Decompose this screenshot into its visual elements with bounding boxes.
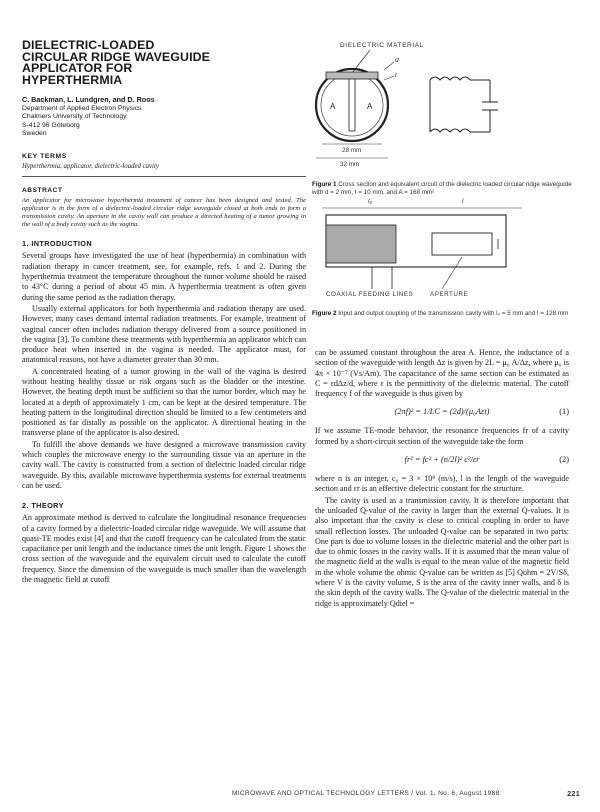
section-heading-introduction: 1. INTRODUCTION <box>22 239 93 249</box>
left-column <box>22 40 306 585</box>
dim-label-d: d <box>395 57 399 64</box>
divider <box>22 176 306 177</box>
equation-2 <box>315 455 569 466</box>
body-paragraph: The cavity is used as a transmission cavity. It is therefore important that the unloaded Q-value of the cavity is larger than the external Q-values. It is also important that the cavity is close to critical coupling in order to have small reflection losses. The unloaded Q-value can be separated in two parts: One part is due to volume losses in the dielectric material and the other part is due to ohmic losses in the cavity walls. If it is assumed that the mean value of the magnetic field at the walls is equal to the mean value of the magnetic field in the whole volume the ohmic Q-value can be written as [5] Qohm = 2V/Sδ, where V is the cavity volume, S is the area of the cavity inner walls, and δ is the skin depth of the cavity walls. The Q-value of the dielectric material in the ridge is approximately Qdiel = <box>315 495 569 608</box>
key-terms-heading: KEY TERMS <box>22 152 67 160</box>
abstract-text: An applicator for microwave hyperthermia treatment of cancer has been designed and tested. The applicator is in the form of a dielectric-loaded circular ridge waveguide closed at both ends to form a transmission cavity. An aperture in the cavity wall can produce a directed heating of a tumor growing in the wall of a body cavity such as the vagina. <box>22 196 306 229</box>
affiliation-line: S-412 96 Göteborg <box>22 121 80 129</box>
body-paragraph: A concentrated heating of a tumor growing in the wall of the vagina is desired without heating healthy tissue or risk organs such as the bladder or the intestine. However, the heating depth must be sufficient so that the tumor border, which may be located at a depth of approximately 1 cm, can be kept at the desired temperature. The heating pattern in the longitudinal direction should be limited to a few centimeters and positioned as far distally as possible on the applicator. A directional heating in the transverse plane of the applicator is also desired. <box>22 366 306 438</box>
body-paragraph: where n is an integer, c₀ = 3 × 10⁸ (m/s), l is the length of the waveguide section and εr is an effective dielectric constant for the structure. <box>315 474 569 494</box>
dielectric-ridge-top <box>326 72 378 79</box>
figure-1-label-material: DIELECTRIC MATERIAL <box>340 42 424 49</box>
dim-outer: 32 mm <box>340 161 360 168</box>
equation-2-number: (2) <box>559 455 569 465</box>
key-terms-text: Hyperthermia, applicator, dielectric-loaded cavity <box>22 162 159 170</box>
dim-label-t: t <box>395 72 397 79</box>
equation-2-expression: fr² = fc² + (n/2l)² c²/εr <box>404 455 480 465</box>
affiliation-line: Chalmers University of Technology <box>22 113 127 121</box>
equation-1-number: (1) <box>559 407 569 417</box>
body-paragraph: If we assume TE-mode behavior, the resonance frequencies fr of a cavity formed by a short-circuit section of the waveguide take the form <box>315 426 569 446</box>
journal-citation: MICROWAVE AND OPTICAL TECHNOLOGY LETTERS / Vol. 1, No. 6, August 1988 <box>232 790 500 797</box>
area-label-left: A <box>330 102 336 111</box>
authors: C. Backman, L. Lundgren, and D. Roos <box>22 95 155 104</box>
body-paragraph: Several groups have investigated the use of heat (hyperthermia) in combination with radiation therapy in cancer treatment, see, for example, refs. 1 and 2. During the hyperthermia treatment the temperature throughout the tumor volume should be raised to 43°C during a period of about 45 min. A hyperthermia treatment is often given during the same period as the radiation therapy. <box>22 251 306 302</box>
figure-2-diagram <box>312 193 580 308</box>
affiliation <box>22 105 306 139</box>
page-number: 221 <box>567 789 580 798</box>
figure-2-caption-text: Input and output coupling of the transmission cavity with l₀ = 5 mm and l = 128 mm <box>338 310 569 317</box>
affiliation-line: Sweden <box>22 130 47 138</box>
page-footer <box>232 790 580 797</box>
dim-label-l: l <box>462 198 464 205</box>
figure-2-caption-label: Figure 2 <box>312 310 337 317</box>
aperture-label: APERTURE <box>430 291 469 298</box>
coax-label: COAXIAL FEEDING LINES <box>326 291 414 298</box>
body-paragraph: Usually external applicators for both hyperthermia and radiation therapy are used. However, many cases demand internal radiation treatments. For example, treatment of vaginal cancer often includes radiation therapy delivered from a source positioned in the vagina [3]. To combine these treatments with hyperthermia an applicator which can produce heat when inserted in the vagina is needed. The applicator must, for anatomical reasons, not have a diameter greater than 30 mm. <box>22 303 306 365</box>
body-paragraph: can be assumed constant throughout the area A. Hence, the inductance of a section of the waveguide with length Δz is given by 2L = μ₀ A/Δz, where μ₀ is 4π × 10⁻⁷ (Vs/Am). The capacitance of the same section can be estimated as C = εdΔz/d, where ε is the permittivity of the dielectric material. The cutoff frequency f of the waveguide is thus given by <box>315 348 569 399</box>
dielectric-section <box>326 225 396 263</box>
dim-inner: 28 mm <box>342 147 362 154</box>
area-label-right: A <box>367 102 373 111</box>
ridge-stem <box>349 79 355 131</box>
affiliation-line: Department of Applied Electron Physics <box>22 105 142 112</box>
equation-1 <box>315 407 569 418</box>
figure-2-caption <box>312 310 574 318</box>
body-paragraph: To fulfill the above demands we have designed a microwave transmission cavity which couples the microwave energy to the surrounding tissue via an aperture in the cavity wall. The cavity is constructed from a section of dielectric loaded circular ridge waveguide. By this, available microwave hyperthermia systems for external treatments can be used. <box>22 439 306 490</box>
figure-1-caption-text: Cross section and equivalent circuit of the dielectric loaded circular ridge waveguide with d = 2 mm, t = 10 mm, and A = 168 mm² <box>312 181 572 196</box>
right-column <box>315 345 569 609</box>
figure-1-diagram <box>312 40 580 180</box>
article-title: DIELECTRIC-LOADED CIRCULAR RIDGE WAVEGUIDE APPLICATOR FOR HYPERTHERMIA <box>22 38 211 87</box>
abstract-heading: ABSTRACT <box>22 186 63 194</box>
equation-1-expression: (2πf)² = 1/LC = (2d)/(μ₀Aεt) <box>394 407 490 417</box>
figure-1-caption-label: Figure 1 <box>312 181 337 188</box>
section-heading-theory: 2. THEORY <box>22 501 64 511</box>
equivalent-circuit <box>430 77 498 132</box>
dim-label-l0: l₀ <box>368 198 373 205</box>
body-paragraph: An approximate method is derived to calculate the longitudinal resonance frequencies of a cavity formed by a dielectric-loaded circular ridge waveguide. We will assume that quasi-TE modes exist [4] and that the cutoff frequency can be calculated from the static capacitance per unit length and the inductance times the unit length. Figure 1 shows the cross section of the waveguide and the equivalent circuit used to calculate the cutoff frequency. Since the dimension of the waveguide is much smaller than the wavelength the magnetic field at cutoff <box>22 513 306 585</box>
coupling-block <box>432 233 492 255</box>
